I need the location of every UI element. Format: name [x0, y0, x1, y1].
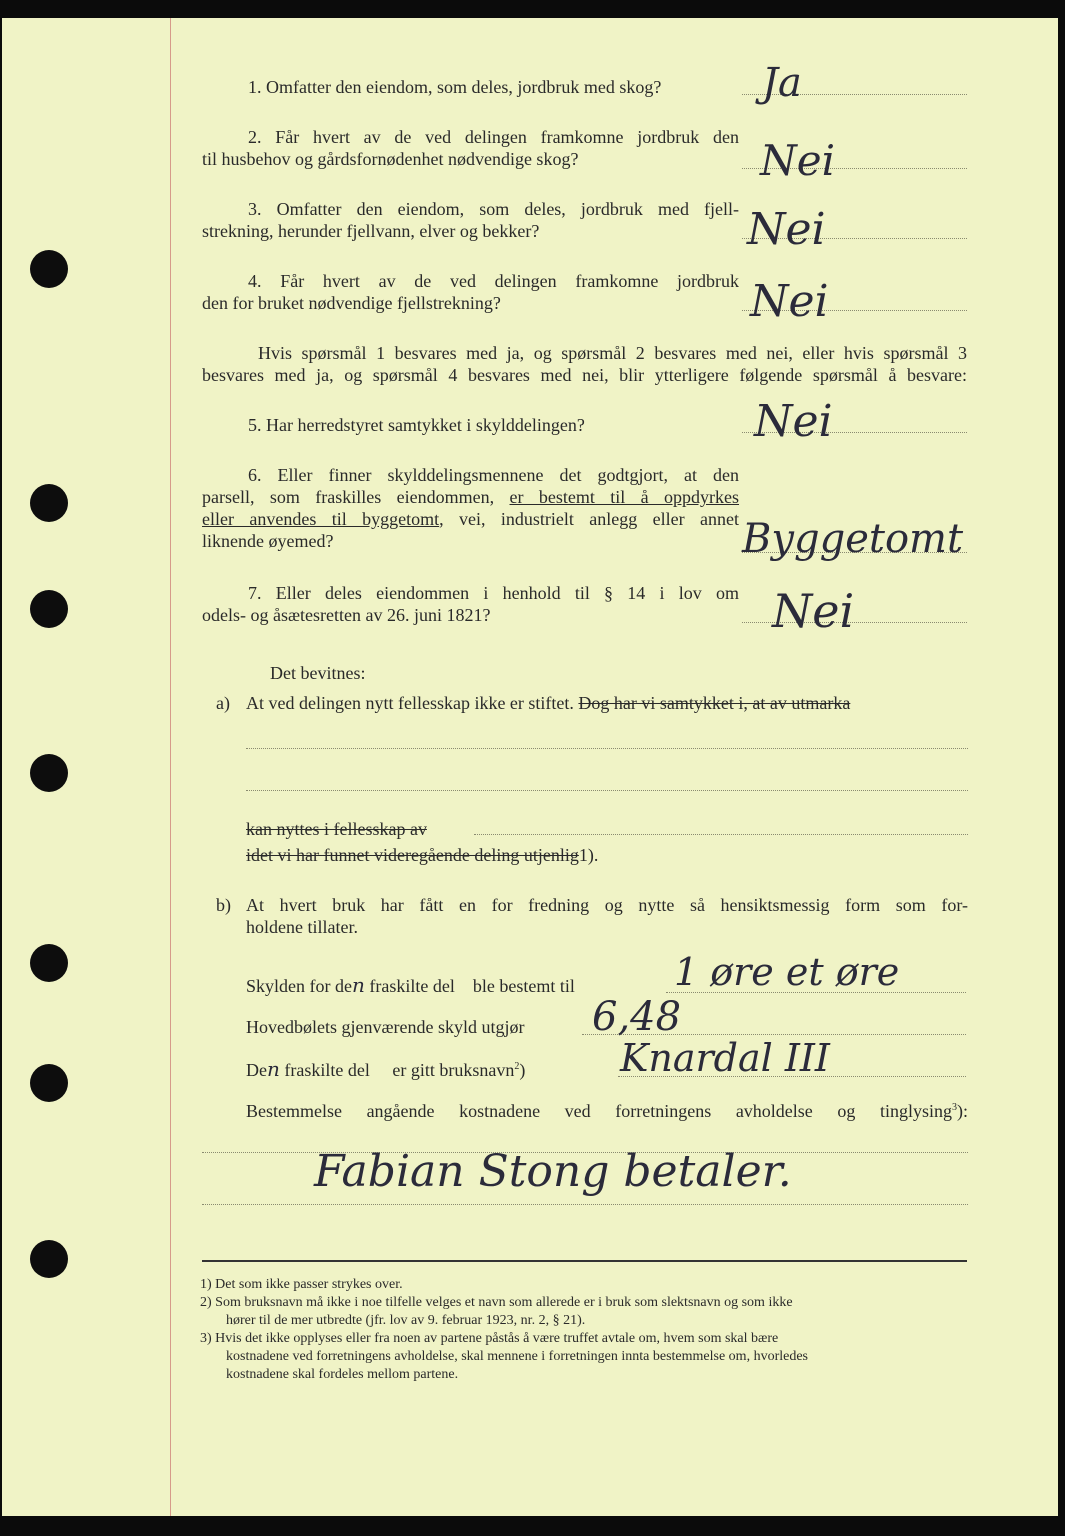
attest-text: At hvert bruk har fått en for fredning og nytte så hensiktsmessig form som for- [246, 895, 968, 915]
bruksnavn-label: Den fraskilte del er gitt bruksnavn$^2$) [246, 1057, 526, 1081]
handwritten-answer: Knardal III [620, 1036, 830, 1080]
attest-b-label [216, 894, 231, 916]
question-text-line3 [202, 508, 739, 530]
handwritten-answer: 1 øre et øre [674, 950, 900, 994]
attest-a-text [246, 692, 968, 714]
footnote-mark: 1) [200, 1277, 212, 1292]
punch-hole [30, 590, 68, 628]
question-4 [202, 270, 739, 314]
question-text: 1. Omfatter den eiendom, som deles, jordbruk med skog? [248, 77, 662, 97]
struck-text: idet vi har funnet videregående deling utjenlig [246, 845, 579, 865]
question-text-line2 [202, 486, 739, 508]
attest-heading [270, 662, 365, 684]
question-7 [202, 582, 739, 626]
document-page [2, 18, 1058, 1516]
field-label: ble bestemt til [472, 976, 575, 996]
footnote-2 [200, 1294, 970, 1330]
footnote-line [200, 1294, 970, 1312]
question-5 [248, 414, 585, 436]
footnote-line [200, 1330, 970, 1348]
handwritten-answer: Nei [747, 204, 826, 255]
question-text: 5. Har herredstyret samtykket i skylddelingen? [248, 415, 585, 435]
handwritten-n: n [267, 1057, 280, 1081]
footnote-text: kostnadene ved forretningens avholdelse, skal mennene i forretningen innta bestemmelse om, hvorledes [226, 1349, 808, 1364]
question-1 [248, 76, 661, 98]
blank-line [246, 790, 968, 791]
footnote-text: hører til de mer utbredte (jfr. lov av 9. februar 1923, nr. 2, § 21). [226, 1313, 586, 1328]
question-text: den for bruket nødvendige fjellstrekning? [202, 293, 501, 313]
question-text: 2. Får hvert av de ved delingen framkomne jordbruk den [248, 127, 739, 147]
question-text: til husbehov og gårdsfornødenhet nødvendige skog? [202, 149, 579, 169]
attest-a-line4-text [246, 844, 598, 866]
handwritten-answer: Byggetomt [742, 516, 964, 562]
blank-line [474, 834, 968, 835]
handwritten-answer: Nei [750, 276, 829, 327]
question-text: , vei, industrielt anlegg eller annet [439, 509, 739, 529]
footnote-text: Som bruksnavn må ikke i noe tilfelle velges et navn som allerede er i bruk som slektsnavn og som ikke [215, 1295, 793, 1310]
footnote-text: kostnadene skal fordeles mellom partene. [226, 1367, 459, 1382]
margin-line [170, 18, 171, 1516]
handwritten-answer: Nei [772, 584, 855, 638]
condition-text: Hvis spørsmål 1 besvares med ja, og spørsmål 2 besvares med nei, eller hvis spørsmål 3 [258, 343, 967, 363]
item-label: a) [216, 693, 230, 713]
field-label: fraskilte del [369, 976, 455, 996]
blank-line [202, 1204, 968, 1205]
field-label: fraskilte del [284, 1060, 370, 1080]
question-2 [202, 126, 739, 170]
struck-text: Dog har vi samtykket i, at av utmarka [578, 693, 851, 713]
attest-a-line4 [246, 844, 598, 866]
question-text: liknende øyemed? [202, 531, 334, 551]
question-text: 7. Eller deles eiendommen i henhold til § 14 i lov om [248, 583, 739, 603]
footnote-mark: 3) [200, 1331, 212, 1346]
attest-b [246, 894, 968, 938]
handwritten-answer: 6,48 [592, 994, 682, 1040]
attest-text: holdene tillater. [246, 917, 358, 937]
punch-hole [30, 944, 68, 982]
footnote-rule [202, 1260, 967, 1262]
attest-a-line3 [246, 818, 427, 840]
handwritten-underline: er bestemt til å oppdyrkes [509, 487, 740, 507]
footnote-text: Det som ikke passer strykes over. [215, 1277, 403, 1292]
field-label: er gitt bruksnavn [392, 1060, 515, 1080]
footnote-1 [200, 1276, 970, 1294]
bruksnavn-field [246, 1058, 525, 1081]
attest-a [246, 692, 968, 714]
handwritten-answer: Nei [754, 396, 833, 447]
question-text: 6. Eller finner skylddelingsmennene det godtgjort, at den [248, 465, 739, 485]
footnote-text: Hvis det ikke opplyses eller fra noen av partene påstås å være truffet avtale om, hvem som skal bære [215, 1331, 779, 1346]
punch-hole [30, 1064, 68, 1102]
punch-hole [30, 484, 68, 522]
condition-paragraph [202, 342, 967, 386]
footnote-mark: 2) [200, 1295, 212, 1310]
handwritten-answer: Ja [762, 60, 802, 106]
kostnader-label: Bestemmelse angående kostnadene ved forretningens avholdelse og tinglysing$^3$): [246, 1101, 968, 1121]
skyld-label [246, 974, 575, 997]
handwritten-answer: Fabian Stong betaler. [314, 1146, 792, 1197]
condition-text: besvares med ja, og spørsmål 4 besvares med nei, blir ytterligere følgende spørsmål å besvare: [202, 365, 967, 385]
question-6 [202, 464, 739, 552]
field-label: Skylden for de [246, 976, 352, 996]
attest-text: At ved delingen nytt fellesskap ikke er stiftet. [246, 693, 574, 713]
field-label: Hovedbølets gjenværende skyld utgjør [246, 1017, 525, 1037]
handwritten-underline: eller anvendes til byggetomt [202, 509, 440, 529]
question-text: strekning, herunder fjellvann, elver og bekker? [202, 221, 540, 241]
attest-a-label [216, 692, 230, 714]
footnote-ref: 1). [578, 845, 599, 865]
item-label: b) [216, 895, 231, 915]
question-3 [202, 198, 739, 242]
struck-text: kan nyttes i fellesskap av [246, 819, 427, 839]
skyld-field [246, 974, 575, 997]
field-label: De [246, 1060, 267, 1080]
punch-hole [30, 250, 68, 288]
handwritten-answer: Nei [760, 136, 836, 185]
handwritten-n: n [351, 973, 365, 997]
hovedbol-field [246, 1016, 524, 1038]
punch-hole [30, 754, 68, 792]
attest-heading-text: Det bevitnes: [270, 663, 366, 683]
field-label: Bestemmelse angående kostnadene ved forretningens avholdelse og tinglysing [246, 1101, 952, 1121]
question-text: odels- og åsætesretten av 26. juni 1821? [202, 605, 491, 625]
kostnader-field [246, 1100, 968, 1122]
question-text: 3. Omfatter den eiendom, som deles, jordbruk med fjell- [248, 199, 739, 219]
question-text: parsell, som fraskilles eiendommen, [202, 487, 510, 507]
footnote-3 [200, 1330, 970, 1384]
question-text: 4. Får hvert av de ved delingen framkomne jordbruk [248, 271, 739, 291]
punch-hole [30, 1240, 68, 1278]
blank-line [246, 748, 968, 749]
